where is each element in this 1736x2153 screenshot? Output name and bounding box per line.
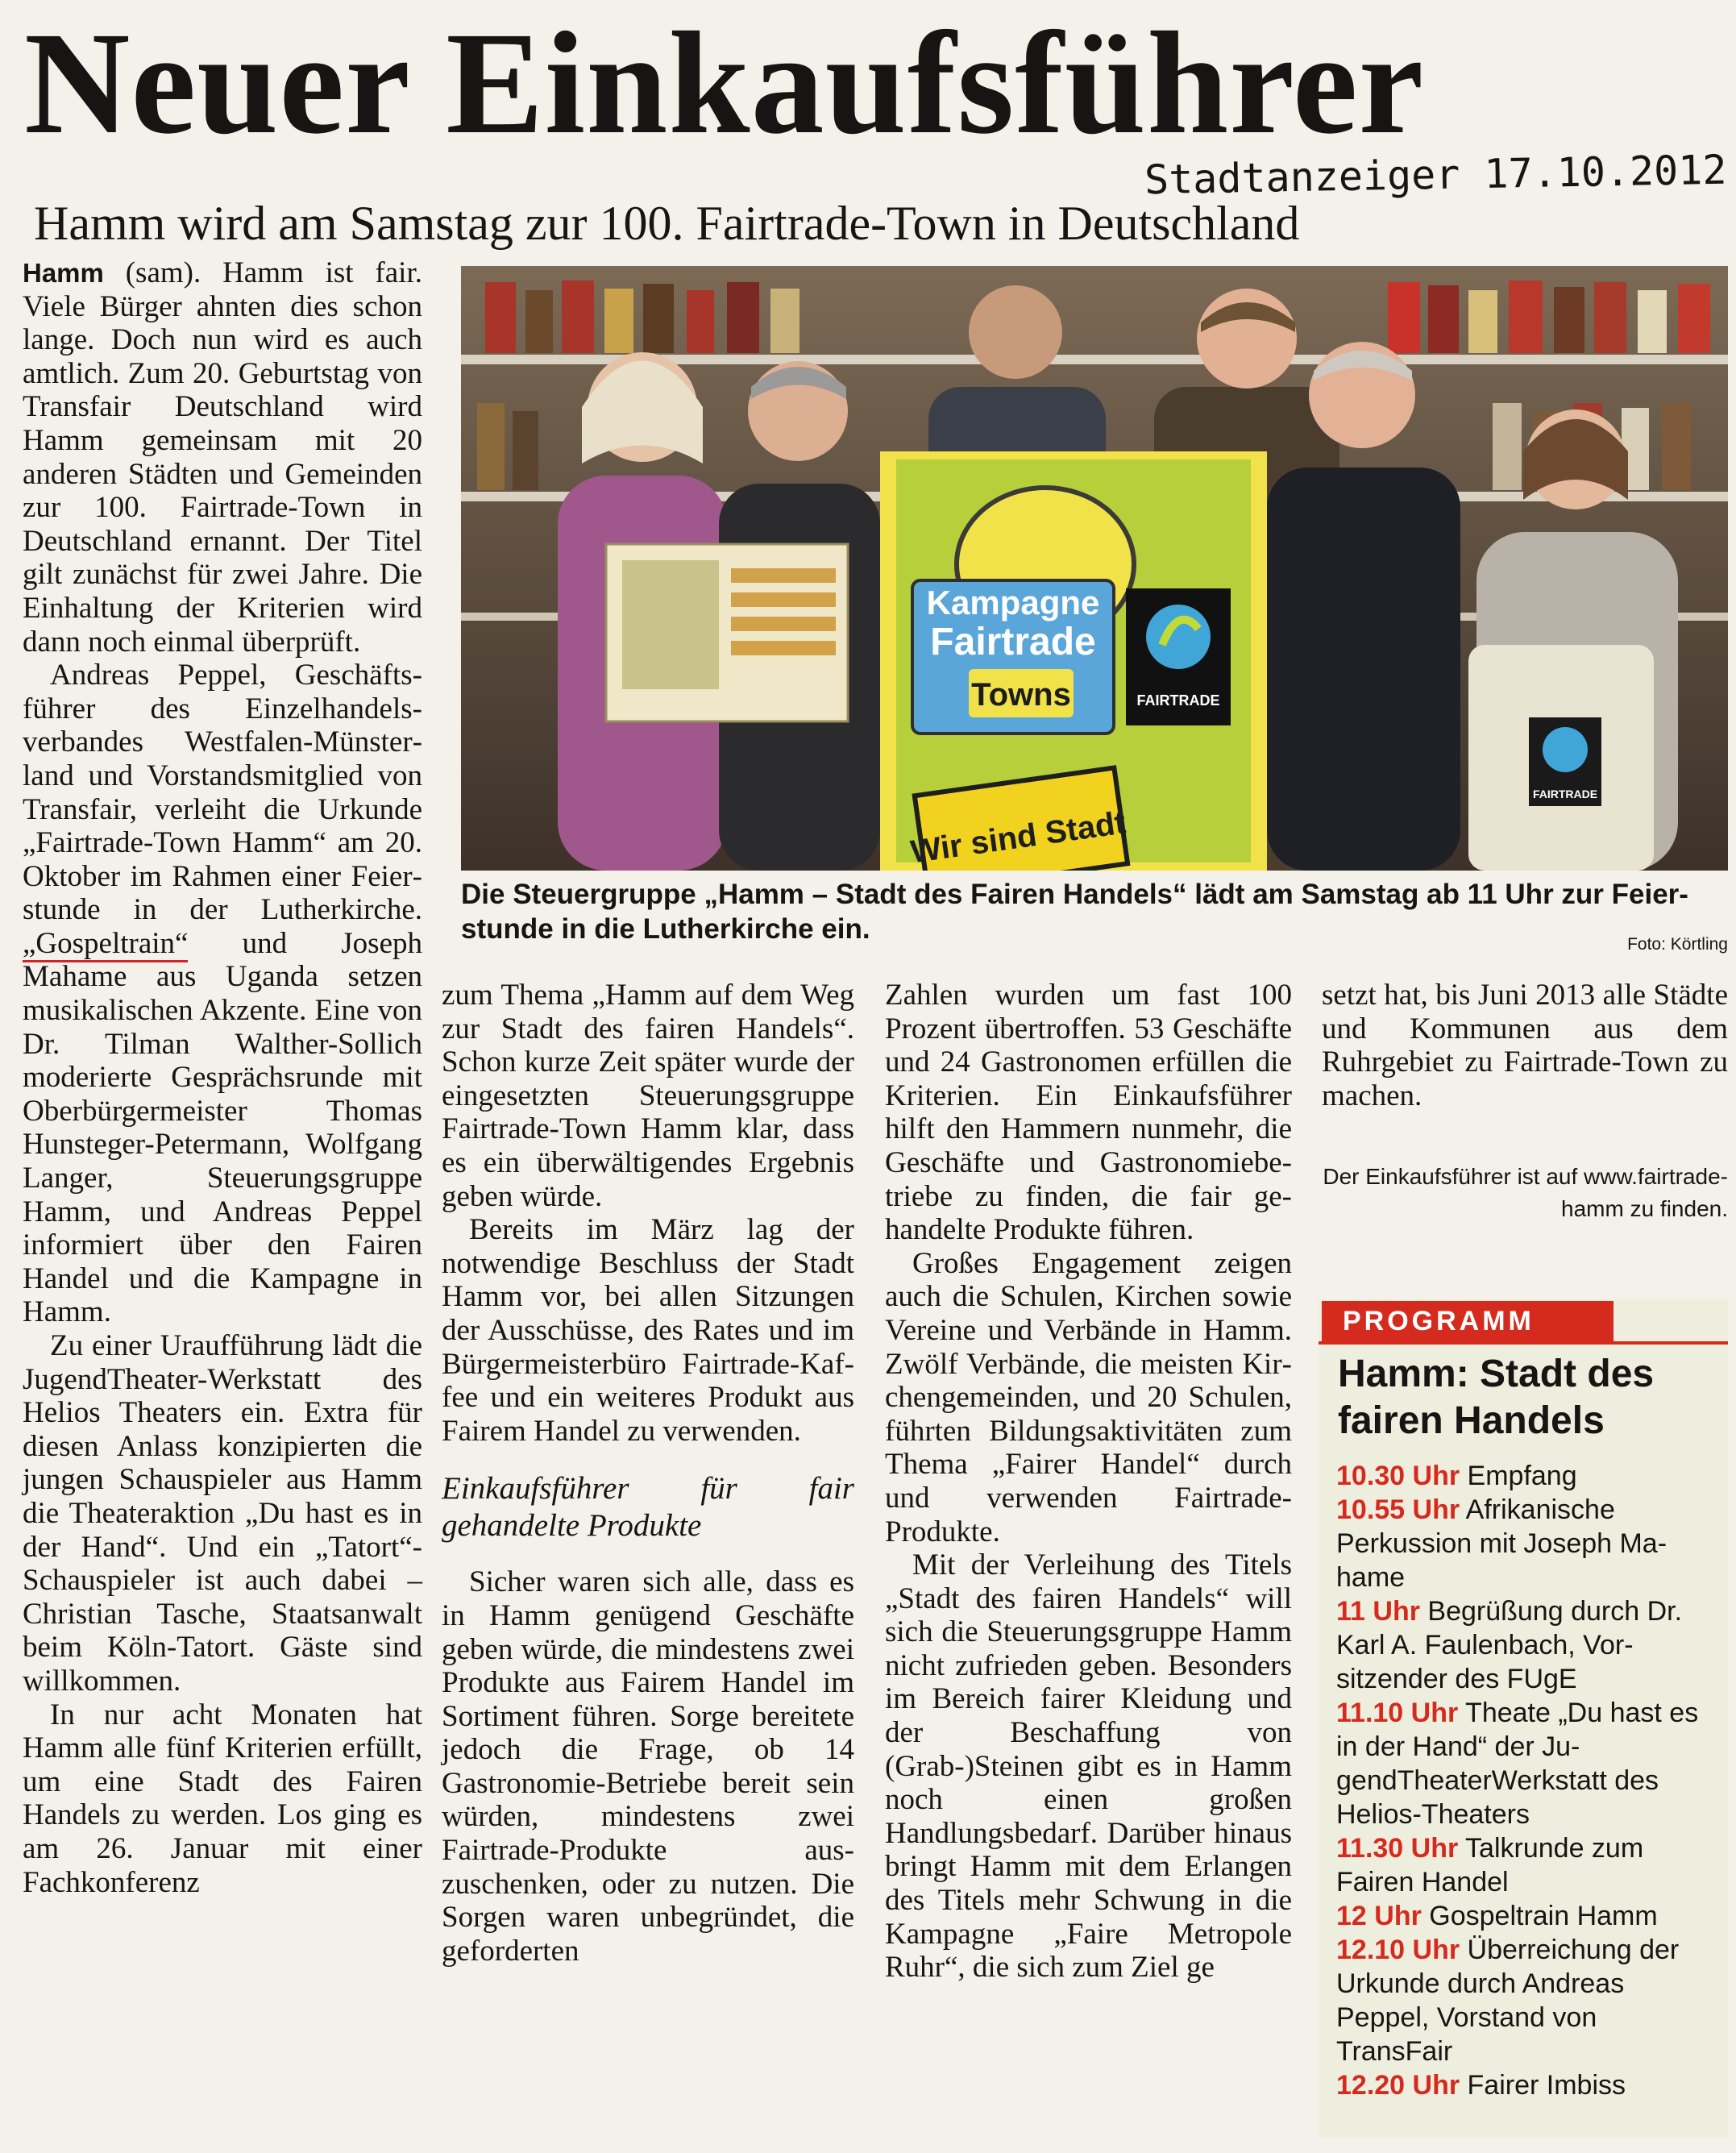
fairtrade-bag — [1468, 645, 1654, 871]
banner-text: Towns — [971, 677, 1071, 713]
program-text: Begrüßung durch Dr. Karl A. Faulenbach, Vorsitzender des FUgE — [1336, 1596, 1683, 1694]
program-time: 12.20 Uhr — [1336, 2070, 1460, 2101]
program-item — [1336, 1831, 1715, 1899]
section-subheading: Einkaufsführer für fair gehandelte Produkte — [442, 1471, 854, 1544]
dateline: Hamm — [23, 258, 104, 288]
program-divider — [1319, 1341, 1728, 1345]
group-photo — [461, 266, 1728, 871]
photo-credit: Foto: Körtling — [1627, 935, 1728, 954]
paragraph: Sicher waren sich alle, dass es in Hamm genügend Geschäfte geben würde, die mindestens zwei Produkte aus Fairem Handel im Sortiment führen. Sorge bereitete jedoch die Frage, ob 14 Gastronomie-Betriebe bereit sein würden, mindestens zwei Fairtrade-Produkte auszuschenken, oder zu nutzen. Die Sorgen waren unbegründet, die geforderten — [442, 1565, 854, 1968]
subheadline: Hamm wird am Samstag zur 100. Fairtrade-Town in Deutschland — [34, 197, 1300, 250]
photo-caption: Die Steuergruppe „Hamm – Stadt des Fairen Handels“ lädt am Samstag ab 11 Uhr zur Feierstunde in die Lutherkirche ein. — [461, 879, 1688, 945]
paragraph: Zu einer Uraufführung lädt die JugendTheater-Werkstatt des Helios Theaters ein. Extra für diesen Anlass konzipierten die jungen Schauspieler aus Hamm die Theateraktion „Du hast es in der Hand“. Und ein „Tatort“-Schauspieler ist auch dabei – Christian Tasche, Staatsanwalt beim Köln-Tatort. Gäste sind willkommen. — [23, 1329, 422, 1698]
paragraph: setzt hat, bis Juni 2013 alle Städte und Kommunen aus dem Ruhrgebiet zu Fairtrade-Town zu machen. — [1322, 979, 1728, 1112]
program-time: 10.55 Uhr — [1336, 1494, 1460, 1525]
paragraph: zum Thema „Hamm auf dem Weg zur Stadt des fairen Handels“. Schon kurze Zeit später wurde der eingesetzten Steuerungsgruppe Fairtrade-Town Hamm klar, dass es ein überwältigendes Ergebnis geben würde. — [442, 979, 854, 1213]
program-item — [1336, 1493, 1715, 1594]
program-text: Gospeltrain Hamm — [1421, 1901, 1658, 1931]
paragraph — [23, 659, 422, 1329]
program-time: 12 Uhr — [1336, 1901, 1422, 1931]
red-underlined-name: „Gospeltrain“ — [23, 927, 188, 962]
program-text: Überreichung der Urkunde durch Andreas Peppel, Vorstand von TransFair — [1336, 1935, 1680, 2067]
program-label: PROGRAMM — [1322, 1301, 1613, 1341]
program-time: 12.10 Uhr — [1336, 1935, 1460, 1965]
program-item — [1336, 1696, 1715, 1831]
shopping-guide-note: Der Einkaufsführer ist auf www.fairtrade-hamm zu finden. — [1323, 1164, 1728, 1221]
program-time: 11.10 Uhr — [1336, 1698, 1459, 1728]
program-text: Empfang — [1460, 1461, 1577, 1491]
program-item — [1336, 1459, 1715, 1493]
certificate-board — [606, 544, 848, 721]
paragraph: Mit der Verleihung des Titels „Stadt des fairen Handels“ will sich die Steuerungsgruppe Hamm nicht zufrieden geben. Besonders im Bereich fairer Kleidung und der Beschaffung von (Grab-)Steinen gibt es in Hamm noch einen großen Handlungsbedarf. Darüber hinaus bringt Hamm mit dem Erlangen des Titels mehr Schwung in die Kampagne „Faire Metropole Ruhr“, die sich zum Ziel ge — [885, 1548, 1292, 1985]
program-item — [1336, 1933, 1715, 2068]
paragraph: Zahlen wurden um fast 100 Prozent übertroffen. 53 Geschäfte und 24 Gastronomen erfüllen die Kriterien. Ein Einkaufsführer hilft den Hammern nunmehr, die Geschäfte und Gastronomiebetriebe zu finden, die fair gehandelte Produkte führen. — [885, 979, 1292, 1247]
program-text: Afrikanische Perkussion mit Joseph Mahame — [1336, 1494, 1667, 1593]
program-item — [1336, 2068, 1715, 2102]
paragraph: Bereits im März lag der notwendige Beschluss der Stadt Hamm vor, bei allen Sitzungen der Ausschüsse, des Rates und im Bürgermeisterbüro Fairtrade-Kaffee und ein weiteres Produkt aus Fairem Handel zu verwenden. — [442, 1213, 854, 1448]
banner-text: Kampagne — [926, 584, 1100, 621]
paragraph-text: und Joseph Mahame aus Uganda setzen musikalischen Akzente. Eine von Dr. Tilman Walther-Sollich moderierte Gesprächsrunde mit Oberbürgermeister Thomas Hunsteger-Petermann, Wolfgang Langer, Steuerungsgruppe Hamm, und Andreas Peppel informiert über den Fairen Handel und die Kampagne in Hamm. — [23, 926, 422, 1329]
photo-illustration — [461, 266, 1728, 871]
headline: Neuer Einkaufsführer — [24, 2, 1425, 164]
program-text: Theate „Du hast es in der Hand“ der JugendTheaterWerkstatt des Helios-Theaters — [1336, 1698, 1699, 1830]
article-column-4 — [1322, 979, 1728, 1112]
paragraph: Großes Engagement zeigen auch die Schulen, Kirchen sowie Vereine und Verbände in Hamm. Zwölf Verbände, die meisten Kirchengemeinden, und 20 Schulen, führten Bildungsaktivitäten zum Thema „Fairer Handel“ durch und verwenden Fairtrade-Produkte. — [885, 1246, 1292, 1548]
program-item — [1336, 1899, 1715, 1933]
article-column-3 — [885, 979, 1292, 1985]
fairtrade-mark-text: FAIRTRADE — [1136, 692, 1220, 709]
paragraph — [23, 256, 422, 659]
sign-text: Wir sind Stadt — [908, 804, 1128, 871]
paragraph-text: Andreas Peppel, Geschäftsführer des Einzelhandelsverbandes Westfalen-Münsterland und Vorstandsmitglied von Transfair, verleiht die Urkunde „Fairtrade-Town Hamm“ am 20. Oktober im Rahmen einer Feierstunde in der Lutherkirche. — [23, 659, 422, 927]
paragraph-text: (sam). Hamm ist fair. Viele Bürger ahnten dies schon lange. Doch nun wird es auch amtlich. Zum 20. Geburtstag von Transfair Deutschland wird Hamm gemeinsam mit 20 anderen Städten und Gemeinden zur 100. Fairtrade-Town in Deutschland ernannt. Der Titel gilt zunächst für zwei Jahre. Die Einhaltung der Kriterien wird dann noch einmal überprüft. — [23, 256, 422, 659]
bag-label: FAIRTRADE — [1532, 788, 1598, 800]
article-column-2 — [442, 979, 854, 1968]
banner-text: Fairtrade — [930, 621, 1096, 663]
program-time: 10.30 Uhr — [1336, 1461, 1460, 1491]
program-time: 11.30 Uhr — [1336, 1833, 1459, 1864]
program-item — [1336, 1594, 1715, 1696]
program-title: Hamm: Stadt des fairen Handels — [1338, 1353, 1655, 1442]
program-list — [1336, 1459, 1715, 2102]
program-text: Fairer Imbiss — [1460, 2070, 1626, 2101]
article-column-1 — [23, 256, 422, 1899]
paragraph: In nur acht Monaten hat Hamm alle fünf Kriterien erfüllt, um eine Stadt des Fairen Handels zu werden. Los ging es am 26. Januar mit einer Fachkonferenz — [23, 1698, 422, 1899]
handwritten-source-note: Stadtanzeiger 17.10.2012 — [1144, 146, 1727, 204]
campaign-banner — [880, 451, 1267, 871]
program-text: Talkrunde zum Fairen Handel — [1336, 1833, 1644, 1897]
program-time: 11 Uhr — [1336, 1596, 1420, 1627]
